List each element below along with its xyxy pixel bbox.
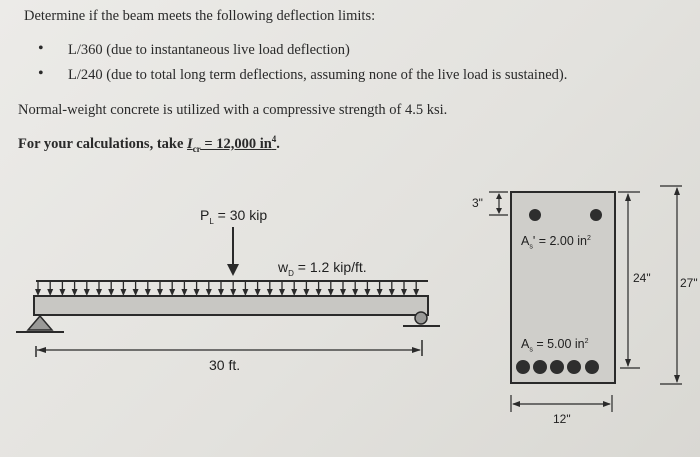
load-arrowhead: [267, 289, 273, 296]
limit-item: L/360 (due to instantaneous live load deflection): [68, 42, 350, 58]
beam-body: [34, 296, 428, 315]
top-cover-label: 3": [472, 196, 483, 210]
cover-dimension: [489, 192, 508, 215]
load-arrowhead: [389, 289, 395, 296]
span-label: 30 ft.: [209, 357, 241, 373]
problem-intro: Determine if the beam meets the following deflection limits:: [24, 8, 376, 24]
concrete-statement: Normal-weight concrete is utilized with a compressive strength of 4.5 ksi.: [18, 102, 448, 118]
load-arrowhead: [194, 289, 200, 296]
total-depth-dimension: [660, 186, 682, 384]
distributed-load-label: $w_D = 1.2$ kip/ft.: [278, 259, 367, 278]
load-arrowhead: [291, 289, 297, 296]
load-arrowhead: [157, 289, 163, 296]
load-arrowhead: [255, 289, 261, 296]
load-arrowhead: [47, 289, 53, 296]
load-arrowhead: [352, 289, 358, 296]
compression-bar: [529, 209, 541, 221]
load-arrowhead: [364, 289, 370, 296]
bullet-icon: •: [38, 40, 44, 57]
load-arrowhead: [303, 289, 309, 296]
pin-support: [16, 316, 64, 332]
compression-bar: [590, 209, 602, 221]
tension-bar: [533, 360, 547, 374]
load-arrowhead: [181, 289, 187, 296]
point-load-label: $P_L = 30$ kip: [200, 207, 268, 226]
compression-steel-label: $A_s' = 2.00$ $in^2$: [521, 234, 591, 251]
limit-item: L/240 (due to total long term deflections, assuming none of the live load is sustained).: [68, 67, 568, 83]
load-arrowhead: [377, 289, 383, 296]
width-dimension: [511, 395, 612, 412]
load-arrowhead: [59, 289, 65, 296]
load-arrowhead: [218, 289, 224, 296]
load-arrowhead: [169, 289, 175, 296]
total-depth-label: 27": [680, 276, 698, 290]
point-load-arrowhead: [227, 264, 239, 276]
load-arrowhead: [328, 289, 334, 296]
load-arrowhead: [401, 289, 407, 296]
calc-instruction: For your calculations, take $I_{cr} = 12,000$ $in^4$.: [18, 134, 280, 154]
section-outline: [511, 192, 615, 383]
load-arrowhead: [316, 289, 322, 296]
effective-depth-label: 24": [633, 271, 651, 285]
load-arrowhead: [35, 289, 41, 296]
load-arrowhead: [279, 289, 285, 296]
load-arrowhead: [206, 289, 212, 296]
load-arrowhead: [72, 289, 78, 296]
width-label: 12": [553, 412, 571, 426]
load-arrowhead: [145, 289, 151, 296]
tension-bar: [550, 360, 564, 374]
calc-prefix: For your calculations, take: [18, 135, 188, 152]
load-arrowhead: [133, 289, 139, 296]
tension-bar: [567, 360, 581, 374]
tension-steel-label: $A_s = 5.00$ $in^2$: [521, 337, 589, 354]
load-arrowhead: [230, 289, 236, 296]
load-arrowhead: [340, 289, 346, 296]
load-arrowhead: [242, 289, 248, 296]
bullet-icon: •: [38, 65, 44, 82]
span-dimension: [36, 340, 422, 357]
distributed-load-arrows: [35, 282, 419, 296]
load-arrowhead: [120, 289, 126, 296]
load-arrowhead: [108, 289, 114, 296]
tension-bar: [585, 360, 599, 374]
load-arrowhead: [84, 289, 90, 296]
tension-bar: [516, 360, 530, 374]
load-arrowhead: [96, 289, 102, 296]
icr-expression: $I_{cr} = 12,000$ $in^4$: [187, 134, 277, 154]
load-arrowhead: [413, 289, 419, 296]
